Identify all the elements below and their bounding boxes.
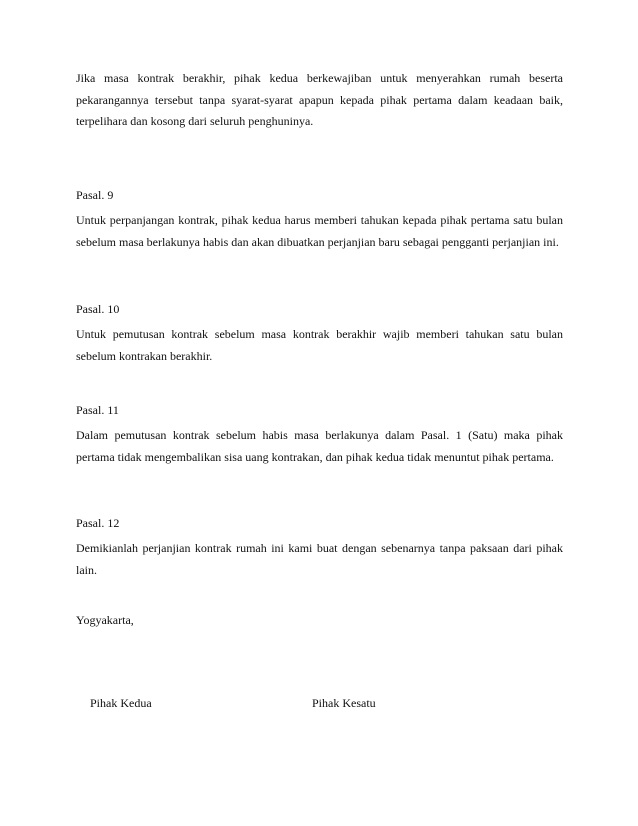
intro-paragraph: Jika masa kontrak berakhir, pihak kedua berkewajiban untuk menyerahkan rumah beserta pekarangannya tersebut tanpa syarat-syarat apapun kepada pihak pertama dalam keadaan baik, terpelihara dan kosong dari seluruh penghuninya. bbox=[76, 71, 563, 128]
article-10-text: Untuk pemutusan kontrak sebelum masa kontrak berakhir wajib memberi tahukan satu bulan sebelum kontrakan berakhir. bbox=[76, 327, 563, 363]
article-10-heading: Pasal. 10 bbox=[76, 302, 120, 316]
article-11-text: Dalam pemutusan kontrak sebelum habis masa berlakunya dalam Pasal. 1 (Satu) maka pihak pertama tidak mengembalikan sisa uang kontrakan, dan pihak kedua tidak menuntut pihak pertama. bbox=[76, 428, 563, 464]
place-label: Yogyakarta, bbox=[76, 613, 134, 627]
article-9-text: Untuk perpanjangan kontrak, pihak kedua harus memberi tahukan kepada pihak pertama satu bulan sebelum masa berlakunya habis dan akan dibuatkan perjanjian baru sebagai pengganti perjanjian ini. bbox=[76, 213, 563, 249]
signature-left-label: Pihak Kedua bbox=[90, 696, 152, 710]
article-9-heading: Pasal. 9 bbox=[76, 188, 114, 202]
signature-right-label: Pihak Kesatu bbox=[312, 696, 376, 710]
article-12-heading: Pasal. 12 bbox=[76, 516, 120, 530]
article-12-text: Demikianlah perjanjian kontrak rumah ini kami buat dengan sebenarnya tanpa paksaan dari pihak lain. bbox=[76, 541, 563, 577]
article-11-heading: Pasal. 11 bbox=[76, 403, 119, 417]
